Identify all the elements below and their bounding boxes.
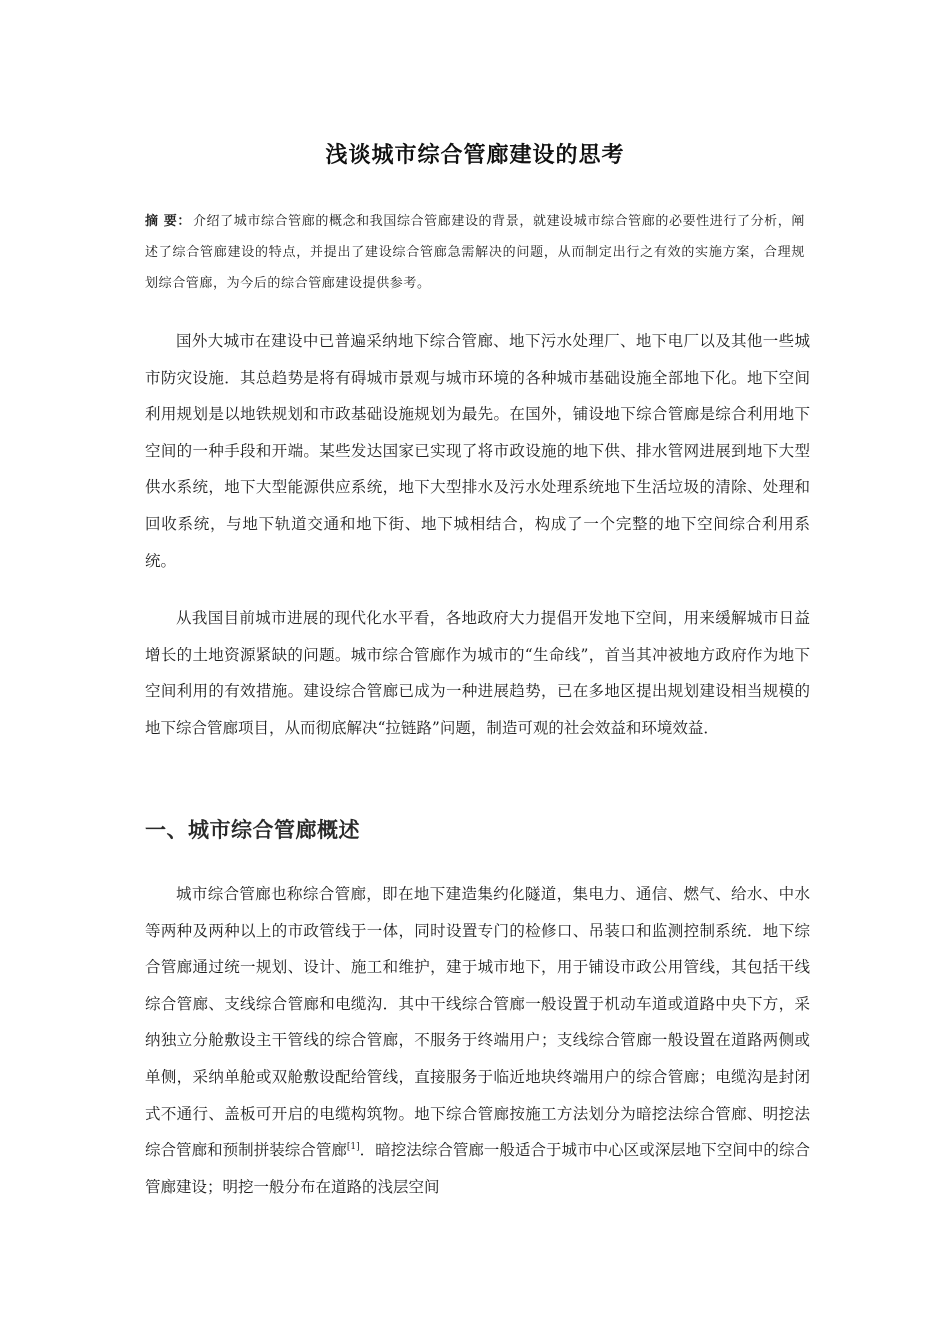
abstract-label: 摘 要：: [145, 214, 191, 229]
section-1-text-b: ．暗挖法综合管廊一般适合于城市中心区或深层地下空间中的综合管廊建设；明挖一般分布在道路的浅层空间: [145, 1141, 810, 1196]
document-title: 浅谈城市综合管廊建设的思考: [325, 143, 625, 168]
citation-marker[interactable]: [1]: [346, 1142, 360, 1152]
section-heading-1: 一、城市综合管廊概述: [145, 818, 360, 842]
intro-paragraph-2: 从我国目前城市进展的现代化水平看，各地政府大力提倡开发地下空间，用来缓解城市日益增长的土地资源紧缺的问题。城市综合管廊作为城市的“生命线”，首当其冲被地方政府作为地下空间利用的有效措施。建设综合管廊已成为一种进展趋势，已在多地区提出规划建设相当规模的地下综合管廊项目，从而彻底解决“拉链路”问题，制造可观的社会效益和环境效益．: [145, 609, 810, 737]
section-1-paragraph: [145, 876, 810, 1205]
abstract: [145, 206, 805, 299]
abstract-text: 介绍了城市综合管廊的概念和我国综合管廊建设的背景，就建设城市综合管廊的必要性进行了分析，阐述了综合管廊建设的特点，并提出了建设综合管廊急需解决的问题，从而制定出行之有效的实施方案，合理规划综合管廊，为今后的综合管廊建设提供参考。: [145, 214, 805, 291]
section-1-text-a: 城市综合管廊也称综合管廊，即在地下建造集约化隧道，集电力、通信、燃气、给水、中水等两种及两种以上的市政管线于一体，同时设置专门的检修口、吊装口和监测控制系统．地下综合管廊通过统一规划、设计、施工和维护，建于城市地下，用于铺设市政公用管线，其包括干线综合管廊、支线综合管廊和电缆沟．其中干线综合管廊一般设置于机动车道或道路中央下方，采纳独立分舱敷设主干管线的综合管廊，不服务于终端用户；支线综合管廊一般设置在道路两侧或单侧，采纳单舱或双舱敷设配给管线，直接服务于临近地块终端用户的综合管廊；电缆沟是封闭式不通行、盖板可开启的电缆构筑物。地下综合管廊按施工方法划分为暗挖法综合管廊、明挖法综合管廊和预制拼装综合管廊: [145, 885, 810, 1160]
intro-paragraph-1: 国外大城市在建设中已普遍采纳地下综合管廊、地下污水处理厂、地下电厂以及其他一些城市防灾设施．其总趋势是将有碍城市景观与城市环境的各种城市基础设施全部地下化。地下空间利用规划是以地铁规划和市政基础设施规划为最先。在国外，铺设地下综合管廊是综合利用地下空间的一种手段和开端。某些发达国家已实现了将市政设施的地下供、排水管网进展到地下大型供水系统，地下大型能源供应系统，地下大型排水及污水处理系统地下生活垃圾的清除、处理和回收系统，与地下轨道交通和地下街、地下城相结合，构成了一个完整的地下空间综合利用系统。: [145, 332, 810, 570]
